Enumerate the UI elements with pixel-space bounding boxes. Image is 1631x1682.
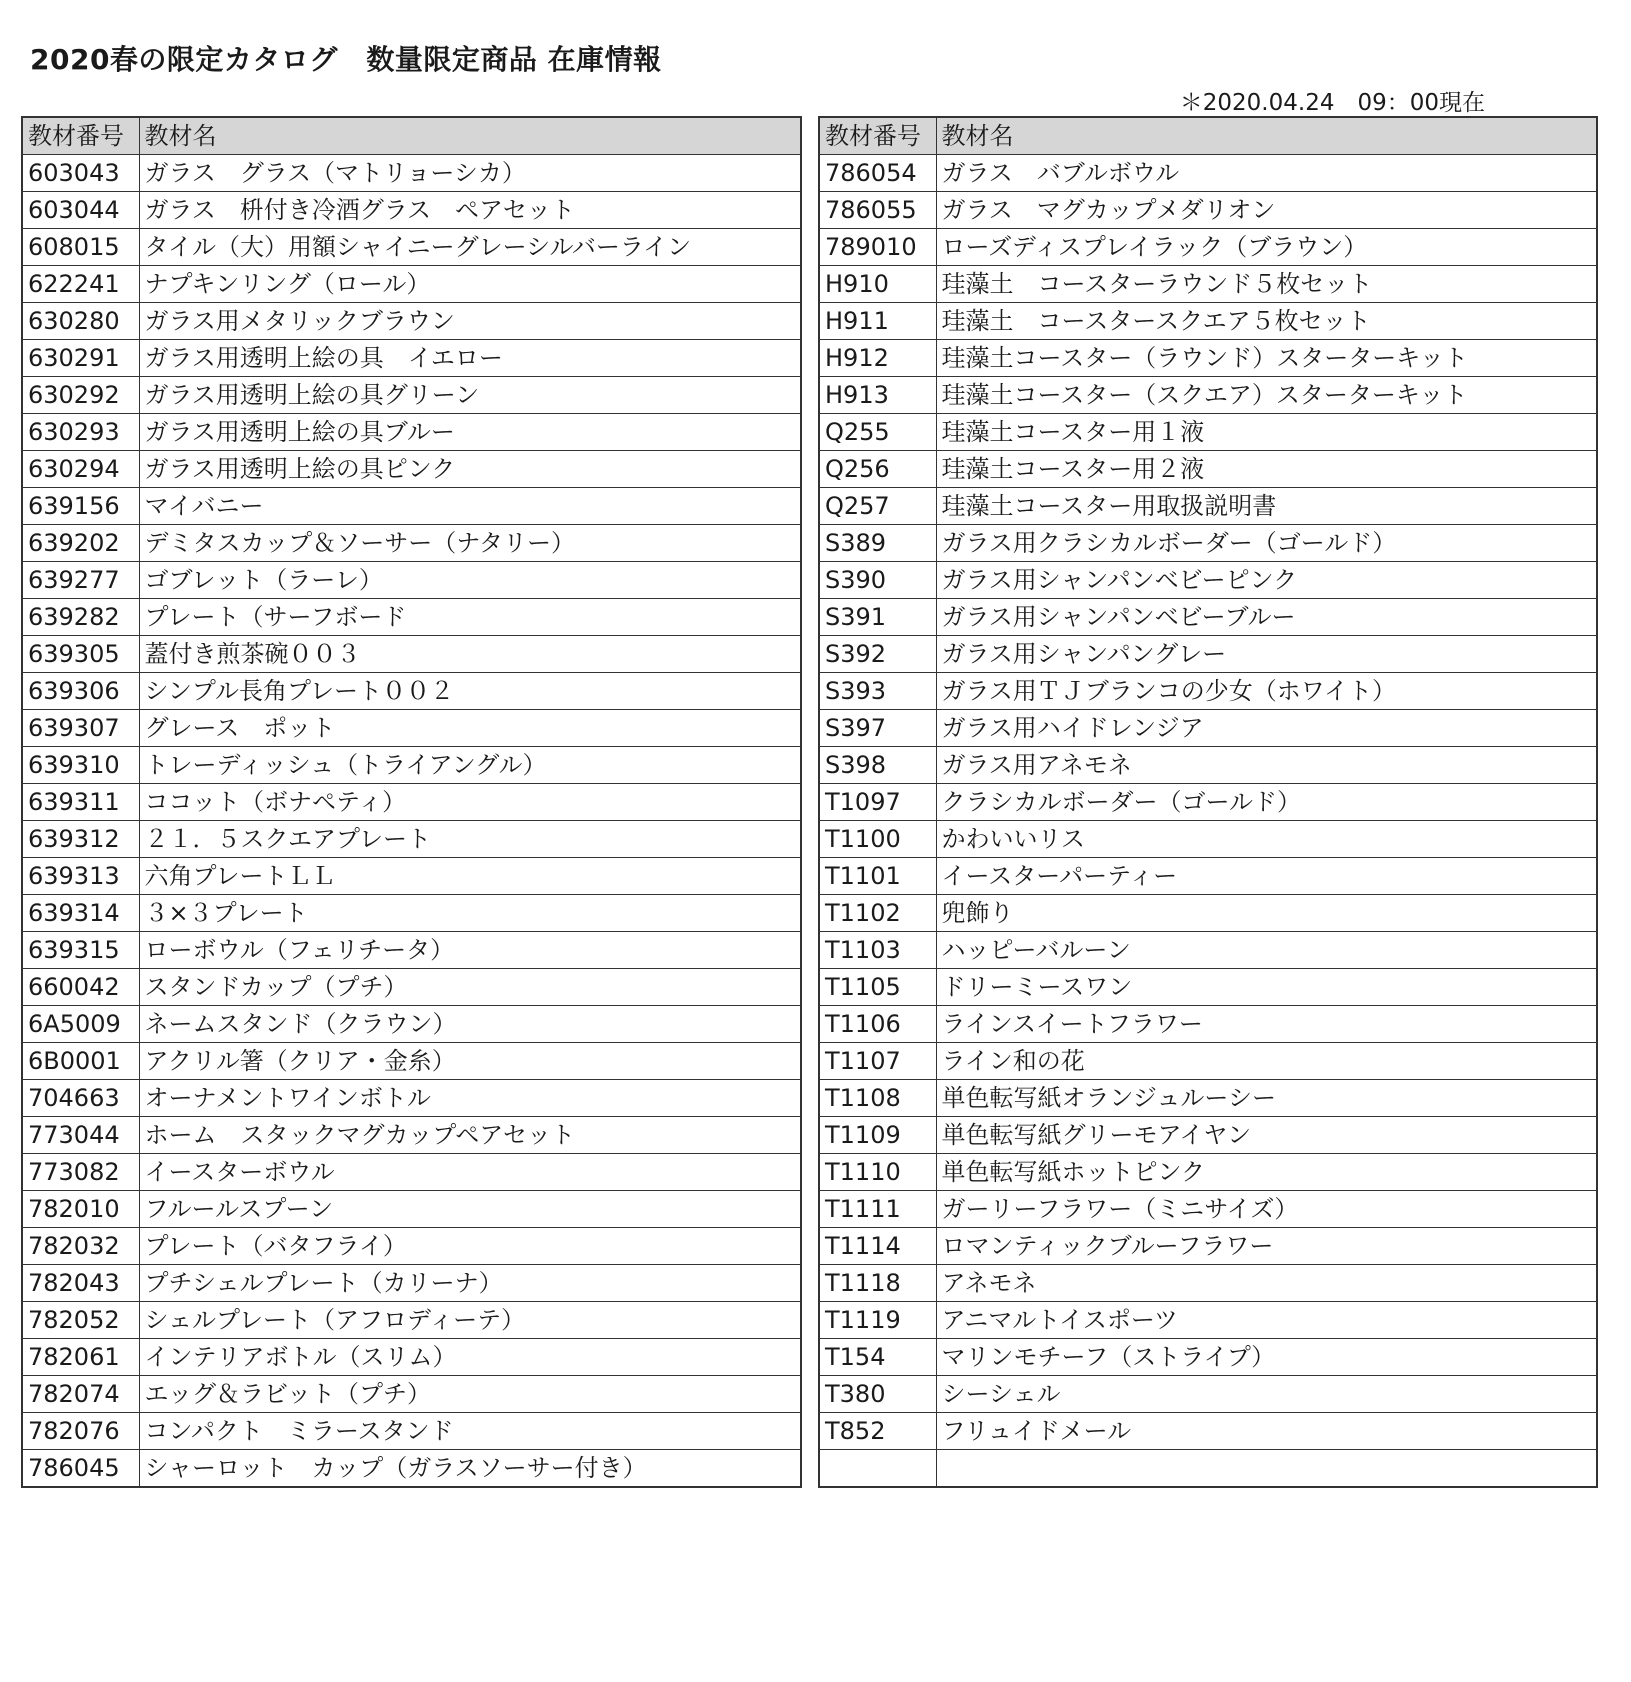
item-code-cell: S391	[819, 599, 936, 636]
item-code-cell: T1107	[819, 1043, 936, 1080]
table-row	[819, 1043, 1597, 1080]
item-code-cell: 603044	[22, 192, 139, 229]
table-row	[819, 747, 1597, 784]
table-row	[22, 377, 801, 414]
item-code-cell: S390	[819, 562, 936, 599]
item-name-cell: ガラス バブルボウル	[936, 155, 1597, 192]
item-code-cell: 639282	[22, 599, 139, 636]
item-name-cell: アニマルトイスポーツ	[936, 1302, 1597, 1339]
as-of-timestamp: ＊2020.04.24 09：00現在	[1179, 90, 1485, 116]
item-name-cell: ガラス用アネモネ	[936, 747, 1597, 784]
table-row	[819, 710, 1597, 747]
table-row	[819, 1339, 1597, 1376]
item-code-cell: Q256	[819, 451, 936, 488]
item-name-cell: シェルプレート（アフロディーテ）	[139, 1302, 801, 1339]
table-row	[819, 858, 1597, 895]
item-code-cell	[819, 1450, 936, 1488]
item-name-cell: ガラス用シャンパンベビーブルー	[936, 599, 1597, 636]
item-code-cell: 782052	[22, 1302, 139, 1339]
item-code-cell: T1111	[819, 1191, 936, 1228]
table-row	[819, 1302, 1597, 1339]
item-name-cell: ２１．５スクエアプレート	[139, 821, 801, 858]
table-row	[22, 821, 801, 858]
item-name-cell: かわいいリス	[936, 821, 1597, 858]
item-name-cell: ガラス マグカップメダリオン	[936, 192, 1597, 229]
item-code-cell: 782074	[22, 1376, 139, 1413]
item-name-cell: ３×３プレート	[139, 895, 801, 932]
item-code-cell: 786054	[819, 155, 936, 192]
table-row	[819, 932, 1597, 969]
item-code-cell: 639305	[22, 636, 139, 673]
item-code-cell: T1103	[819, 932, 936, 969]
inventory-table-right	[818, 116, 1598, 1488]
item-code-cell: T1106	[819, 1006, 936, 1043]
item-code-cell: 608015	[22, 229, 139, 266]
table-row	[819, 784, 1597, 821]
header-row	[819, 117, 1597, 155]
item-name-cell: ラインスイートフラワー	[936, 1006, 1597, 1043]
table-row	[22, 414, 801, 451]
item-name-cell: ココット（ボナペティ）	[139, 784, 801, 821]
item-code-cell: T154	[819, 1339, 936, 1376]
item-code-cell: 782043	[22, 1265, 139, 1302]
table-row	[22, 895, 801, 932]
item-name-cell: マイバニー	[139, 488, 801, 525]
item-name-cell: ローボウル（フェリチータ）	[139, 932, 801, 969]
item-name-cell: グレース ポット	[139, 710, 801, 747]
table-body	[819, 155, 1597, 1488]
item-name-cell: ガラス用クラシカルボーダー（ゴールド）	[936, 525, 1597, 562]
item-name-cell: 兜飾り	[936, 895, 1597, 932]
item-code-cell: S389	[819, 525, 936, 562]
item-name-cell: フルールスプーン	[139, 1191, 801, 1228]
item-code-cell: 782076	[22, 1413, 139, 1450]
item-code-cell: 6B0001	[22, 1043, 139, 1080]
table-row	[22, 1228, 801, 1265]
table-row	[22, 155, 801, 192]
item-name-cell: コンパクト ミラースタンド	[139, 1413, 801, 1450]
item-name-cell: ガラス用シャンパングレー	[936, 636, 1597, 673]
table-row	[819, 895, 1597, 932]
table-row	[819, 636, 1597, 673]
item-code-cell: S393	[819, 673, 936, 710]
item-name-cell: ガラス用透明上絵の具ブルー	[139, 414, 801, 451]
item-code-cell: S397	[819, 710, 936, 747]
item-name-cell: イースターボウル	[139, 1154, 801, 1191]
table-row	[22, 1339, 801, 1376]
table-row	[819, 1080, 1597, 1117]
item-code-cell: T1118	[819, 1265, 936, 1302]
column-header-code: 教材番号	[819, 117, 936, 155]
item-code-cell: T1100	[819, 821, 936, 858]
table-row	[819, 1450, 1597, 1488]
item-name-cell: ガラス用メタリックブラウン	[139, 303, 801, 340]
item-name-cell: 珪藻土コースター用１液	[936, 414, 1597, 451]
item-name-cell: ガラス用ハイドレンジア	[936, 710, 1597, 747]
item-name-cell: 単色転写紙オランジュルーシー	[936, 1080, 1597, 1117]
item-name-cell: ガラス用ＴＪブランコの少女（ホワイト）	[936, 673, 1597, 710]
table-row	[819, 488, 1597, 525]
item-name-cell: ガラス 枡付き冷酒グラス ペアセット	[139, 192, 801, 229]
item-code-cell: T1110	[819, 1154, 936, 1191]
table-row	[819, 266, 1597, 303]
item-code-cell: H913	[819, 377, 936, 414]
item-code-cell: 782061	[22, 1339, 139, 1376]
item-name-cell	[936, 1450, 1597, 1488]
item-name-cell: ガラス用透明上絵の具ピンク	[139, 451, 801, 488]
table-row	[819, 155, 1597, 192]
item-code-cell: 639306	[22, 673, 139, 710]
item-name-cell: ドリーミースワン	[936, 969, 1597, 1006]
item-code-cell: 630294	[22, 451, 139, 488]
item-name-cell: アクリル箸（クリア・金糸）	[139, 1043, 801, 1080]
item-code-cell: 630292	[22, 377, 139, 414]
item-name-cell: 珪藻土 コースターラウンド５枚セット	[936, 266, 1597, 303]
item-code-cell: Q255	[819, 414, 936, 451]
item-name-cell: ガラス用シャンパンベビーピンク	[936, 562, 1597, 599]
item-code-cell: T380	[819, 1376, 936, 1413]
item-name-cell: ホーム スタックマグカップペアセット	[139, 1117, 801, 1154]
item-name-cell: 珪藻土コースター用取扱説明書	[936, 488, 1597, 525]
item-code-cell: 630291	[22, 340, 139, 377]
item-name-cell: イースターパーティー	[936, 858, 1597, 895]
item-name-cell: トレーディッシュ（トライアングル）	[139, 747, 801, 784]
column-header-name: 教材名	[139, 117, 801, 155]
item-name-cell: ゴブレット（ラーレ）	[139, 562, 801, 599]
table-body	[22, 155, 801, 1488]
table-row	[22, 451, 801, 488]
item-code-cell: 603043	[22, 155, 139, 192]
table-row	[819, 303, 1597, 340]
item-name-cell: スタンドカップ（プチ）	[139, 969, 801, 1006]
table-row	[22, 710, 801, 747]
item-name-cell: アネモネ	[936, 1265, 1597, 1302]
item-name-cell: ハッピーバルーン	[936, 932, 1597, 969]
table-row	[819, 1191, 1597, 1228]
table-row	[22, 562, 801, 599]
item-name-cell: タイル（大）用額シャイニーグレーシルバーライン	[139, 229, 801, 266]
item-code-cell: 6A5009	[22, 1006, 139, 1043]
item-name-cell: デミタスカップ＆ソーサー（ナタリー）	[139, 525, 801, 562]
table-row	[819, 821, 1597, 858]
item-name-cell: 珪藻土コースター用２液	[936, 451, 1597, 488]
table-row	[22, 1191, 801, 1228]
table-row	[819, 1265, 1597, 1302]
table-row	[22, 1413, 801, 1450]
item-code-cell: 639314	[22, 895, 139, 932]
item-name-cell: シンプル長角プレート００２	[139, 673, 801, 710]
table-row	[22, 1080, 801, 1117]
item-name-cell: ガラス用透明上絵の具グリーン	[139, 377, 801, 414]
item-code-cell: S398	[819, 747, 936, 784]
table-row	[22, 340, 801, 377]
item-code-cell: 773044	[22, 1117, 139, 1154]
table-row	[819, 1154, 1597, 1191]
item-code-cell: H911	[819, 303, 936, 340]
item-code-cell: 789010	[819, 229, 936, 266]
item-name-cell: 珪藻土コースター（スクエア）スターターキット	[936, 377, 1597, 414]
table-row	[22, 1117, 801, 1154]
table-row	[819, 340, 1597, 377]
item-name-cell: マリンモチーフ（ストライプ）	[936, 1339, 1597, 1376]
item-name-cell: ロマンティックブルーフラワー	[936, 1228, 1597, 1265]
table-row	[819, 192, 1597, 229]
column-header-name: 教材名	[936, 117, 1597, 155]
item-code-cell: 639307	[22, 710, 139, 747]
item-code-cell: 639310	[22, 747, 139, 784]
page-title: 2020春の限定カタログ 数量限定商品 在庫情報	[30, 43, 662, 76]
table-row	[22, 636, 801, 673]
item-name-cell: オーナメントワインボトル	[139, 1080, 801, 1117]
table-row	[819, 1228, 1597, 1265]
item-name-cell: 単色転写紙グリーモアイヤン	[936, 1117, 1597, 1154]
item-code-cell: T852	[819, 1413, 936, 1450]
table-row	[819, 599, 1597, 636]
item-code-cell: T1119	[819, 1302, 936, 1339]
header-row	[22, 117, 801, 155]
table-row	[22, 192, 801, 229]
table-row	[22, 488, 801, 525]
item-name-cell: ガーリーフラワー（ミニサイズ）	[936, 1191, 1597, 1228]
table-row	[22, 1302, 801, 1339]
item-code-cell: Q257	[819, 488, 936, 525]
item-name-cell: フリュイドメール	[936, 1413, 1597, 1450]
table-row	[819, 377, 1597, 414]
item-code-cell: 660042	[22, 969, 139, 1006]
item-name-cell: ネームスタンド（クラウン）	[139, 1006, 801, 1043]
item-code-cell: 639312	[22, 821, 139, 858]
table-row	[22, 525, 801, 562]
item-name-cell: 蓋付き煎茶碗００３	[139, 636, 801, 673]
item-name-cell: 珪藻土コースター（ラウンド）スターターキット	[936, 340, 1597, 377]
item-name-cell: ローズディスプレイラック（ブラウン）	[936, 229, 1597, 266]
item-name-cell: ライン和の花	[936, 1043, 1597, 1080]
item-name-cell: 単色転写紙ホットピンク	[936, 1154, 1597, 1191]
item-code-cell: T1105	[819, 969, 936, 1006]
table-row	[22, 673, 801, 710]
table-row	[22, 229, 801, 266]
table-row	[22, 858, 801, 895]
table-row	[819, 414, 1597, 451]
item-code-cell: H910	[819, 266, 936, 303]
item-code-cell: 639202	[22, 525, 139, 562]
item-code-cell: 782032	[22, 1228, 139, 1265]
item-name-cell: シーシェル	[936, 1376, 1597, 1413]
table-row	[22, 1376, 801, 1413]
table-row	[819, 229, 1597, 266]
table-row	[22, 932, 801, 969]
column-header-code: 教材番号	[22, 117, 139, 155]
item-code-cell: H912	[819, 340, 936, 377]
item-name-cell: ガラス グラス（マトリョーシカ）	[139, 155, 801, 192]
table-row	[22, 969, 801, 1006]
item-code-cell: 773082	[22, 1154, 139, 1191]
table-row	[22, 1265, 801, 1302]
item-code-cell: S392	[819, 636, 936, 673]
item-name-cell: エッグ＆ラビット（プチ）	[139, 1376, 801, 1413]
table-row	[819, 525, 1597, 562]
item-code-cell: 782010	[22, 1191, 139, 1228]
item-code-cell: T1114	[819, 1228, 936, 1265]
item-name-cell: プレート（サーフボード	[139, 599, 801, 636]
item-name-cell: インテリアボトル（スリム）	[139, 1339, 801, 1376]
item-name-cell: ナプキンリング（ロール）	[139, 266, 801, 303]
item-code-cell: 630280	[22, 303, 139, 340]
table-row	[22, 747, 801, 784]
table-row	[22, 1006, 801, 1043]
item-name-cell: プレート（バタフライ）	[139, 1228, 801, 1265]
item-name-cell: シャーロット カップ（ガラスソーサー付き）	[139, 1450, 801, 1488]
item-code-cell: 786055	[819, 192, 936, 229]
inventory-table-left	[21, 116, 802, 1488]
item-name-cell: ガラス用透明上絵の具 イエロー	[139, 340, 801, 377]
table-row	[819, 969, 1597, 1006]
item-code-cell: 786045	[22, 1450, 139, 1488]
item-name-cell: 六角プレートＬＬ	[139, 858, 801, 895]
item-name-cell: プチシェルプレート（カリーナ）	[139, 1265, 801, 1302]
table-row	[819, 451, 1597, 488]
table-row	[819, 1376, 1597, 1413]
table-row	[22, 1043, 801, 1080]
item-code-cell: T1102	[819, 895, 936, 932]
table-row	[22, 266, 801, 303]
item-name-cell: クラシカルボーダー（ゴールド）	[936, 784, 1597, 821]
item-code-cell: T1101	[819, 858, 936, 895]
item-code-cell: 639277	[22, 562, 139, 599]
table-row	[819, 673, 1597, 710]
item-code-cell: 639313	[22, 858, 139, 895]
item-code-cell: 630293	[22, 414, 139, 451]
table-row	[819, 1117, 1597, 1154]
item-code-cell: T1109	[819, 1117, 936, 1154]
table-row	[819, 1413, 1597, 1450]
table-row	[22, 784, 801, 821]
table-row	[22, 1450, 801, 1488]
table-row	[819, 562, 1597, 599]
item-code-cell: 704663	[22, 1080, 139, 1117]
table-row	[819, 1006, 1597, 1043]
item-code-cell: T1097	[819, 784, 936, 821]
item-code-cell: T1108	[819, 1080, 936, 1117]
table-row	[22, 303, 801, 340]
table-row	[22, 599, 801, 636]
item-code-cell: 639156	[22, 488, 139, 525]
table-row	[22, 1154, 801, 1191]
item-code-cell: 639315	[22, 932, 139, 969]
item-code-cell: 622241	[22, 266, 139, 303]
item-name-cell: 珪藻土 コースタースクエア５枚セット	[936, 303, 1597, 340]
item-code-cell: 639311	[22, 784, 139, 821]
